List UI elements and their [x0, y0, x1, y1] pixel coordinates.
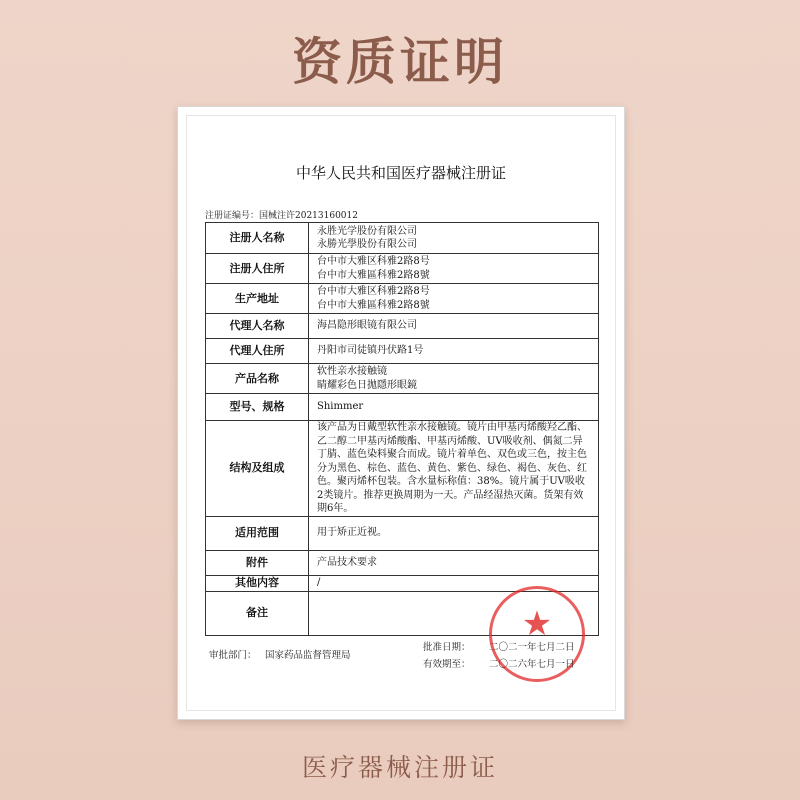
- field-value: [309, 394, 599, 421]
- table-row: [206, 339, 599, 364]
- table-row: [206, 314, 599, 339]
- page-heading: 资质证明: [292, 33, 508, 91]
- value-line: 该产品为日戴型软性亲水接触镜。镜片由甲基丙烯酸羟乙酯、乙二醇二甲基丙烯酸酯、甲基丙烯酸、UV吸收剂、偶氮二异丁腈、蓝色染料聚合而成。镜片着单色、双色或三色，按主色分为黑色、棕色、蓝色、黄色、紫色、绿色、褐色、灰色、红色。聚丙烯杯包装。含水量标称值：38%。镜片属于UV吸收2类镜片。推荐更换周期为一天。产品经湿热灭菌。货架有效期6年。: [317, 422, 587, 514]
- table-row: [206, 364, 599, 394]
- field-label: 产品名称: [206, 364, 309, 394]
- field-value: [309, 314, 599, 339]
- table-row: [206, 254, 599, 284]
- table-row: [206, 516, 599, 550]
- approval-date: 二〇二一年七月二日: [489, 641, 575, 653]
- field-value: [309, 223, 599, 254]
- field-label: 代理人名称: [206, 314, 309, 339]
- value-line: 永胜光学股份有限公司: [317, 225, 417, 237]
- table-row: [206, 284, 599, 314]
- field-label: 生产地址: [206, 284, 309, 314]
- value-line: 用于矫正近视。: [317, 527, 387, 539]
- valid-until-label: 有效期至：: [423, 658, 471, 670]
- value-line: 台中市大雅區科雅2路8號: [317, 299, 430, 311]
- field-value: [309, 421, 599, 517]
- field-label: 代理人住所: [206, 339, 309, 364]
- registration-number: 注册证编号：国械注许20213160012: [205, 211, 358, 221]
- certificate-frame: [177, 106, 625, 720]
- table-row: [206, 394, 599, 421]
- table-row: [206, 421, 599, 517]
- table-row: [206, 223, 599, 254]
- field-label: 附件: [206, 550, 309, 575]
- approval-date-label: 批准日期：: [423, 641, 471, 653]
- field-label: 结构及组成: [206, 421, 309, 517]
- field-label: 其他内容: [206, 575, 309, 591]
- value-line: 台中市大雅区科雅2路8号: [317, 286, 430, 297]
- value-line: 台中市大雅区科雅2路8号: [317, 256, 430, 267]
- field-value: [309, 284, 599, 314]
- page-footer: 医疗器械注册证: [301, 753, 498, 782]
- table-row: [206, 550, 599, 575]
- field-label: 型号、规格: [206, 394, 309, 421]
- field-value: [309, 591, 599, 635]
- table-row: [206, 575, 599, 591]
- value-line: 产品技术要求: [317, 556, 377, 568]
- document-title: 中华人民共和国医疗器械注册证: [295, 164, 506, 182]
- value-line: 软性亲水接触镜: [317, 366, 387, 377]
- value-line: 永勝光學股份有限公司: [317, 239, 417, 250]
- certificate-table: [205, 222, 599, 636]
- field-value: [309, 364, 599, 394]
- field-value: [309, 550, 599, 575]
- value-line: 丹阳市司徒镇丹伏路1号: [317, 345, 424, 357]
- table-row: [206, 591, 599, 635]
- value-line: Shimmer: [317, 401, 364, 413]
- field-value: [309, 254, 599, 284]
- value-line: /: [317, 577, 321, 589]
- approval-dept: 国家药品监督管理局: [265, 649, 351, 661]
- field-label: 备注: [206, 591, 309, 635]
- field-label: 注册人住所: [206, 254, 309, 284]
- certificate-body: [205, 222, 599, 678]
- field-value: [309, 575, 599, 591]
- value-line: 睛耀彩色日拋隱形眼鏡: [317, 379, 417, 391]
- value-line: 台中市大雅區科雅2路8號: [317, 269, 430, 281]
- certificate-paper: [186, 115, 616, 711]
- valid-until: 二〇二六年七月一日: [489, 658, 575, 670]
- approval-dept-label: 审批部门：: [209, 649, 257, 661]
- field-label: 适用范围: [206, 516, 309, 550]
- field-value: [309, 516, 599, 550]
- field-value: [309, 339, 599, 364]
- value-line: 海昌隐形眼镜有限公司: [317, 320, 417, 332]
- star-icon: ★: [521, 603, 553, 644]
- field-label: 注册人名称: [206, 223, 309, 254]
